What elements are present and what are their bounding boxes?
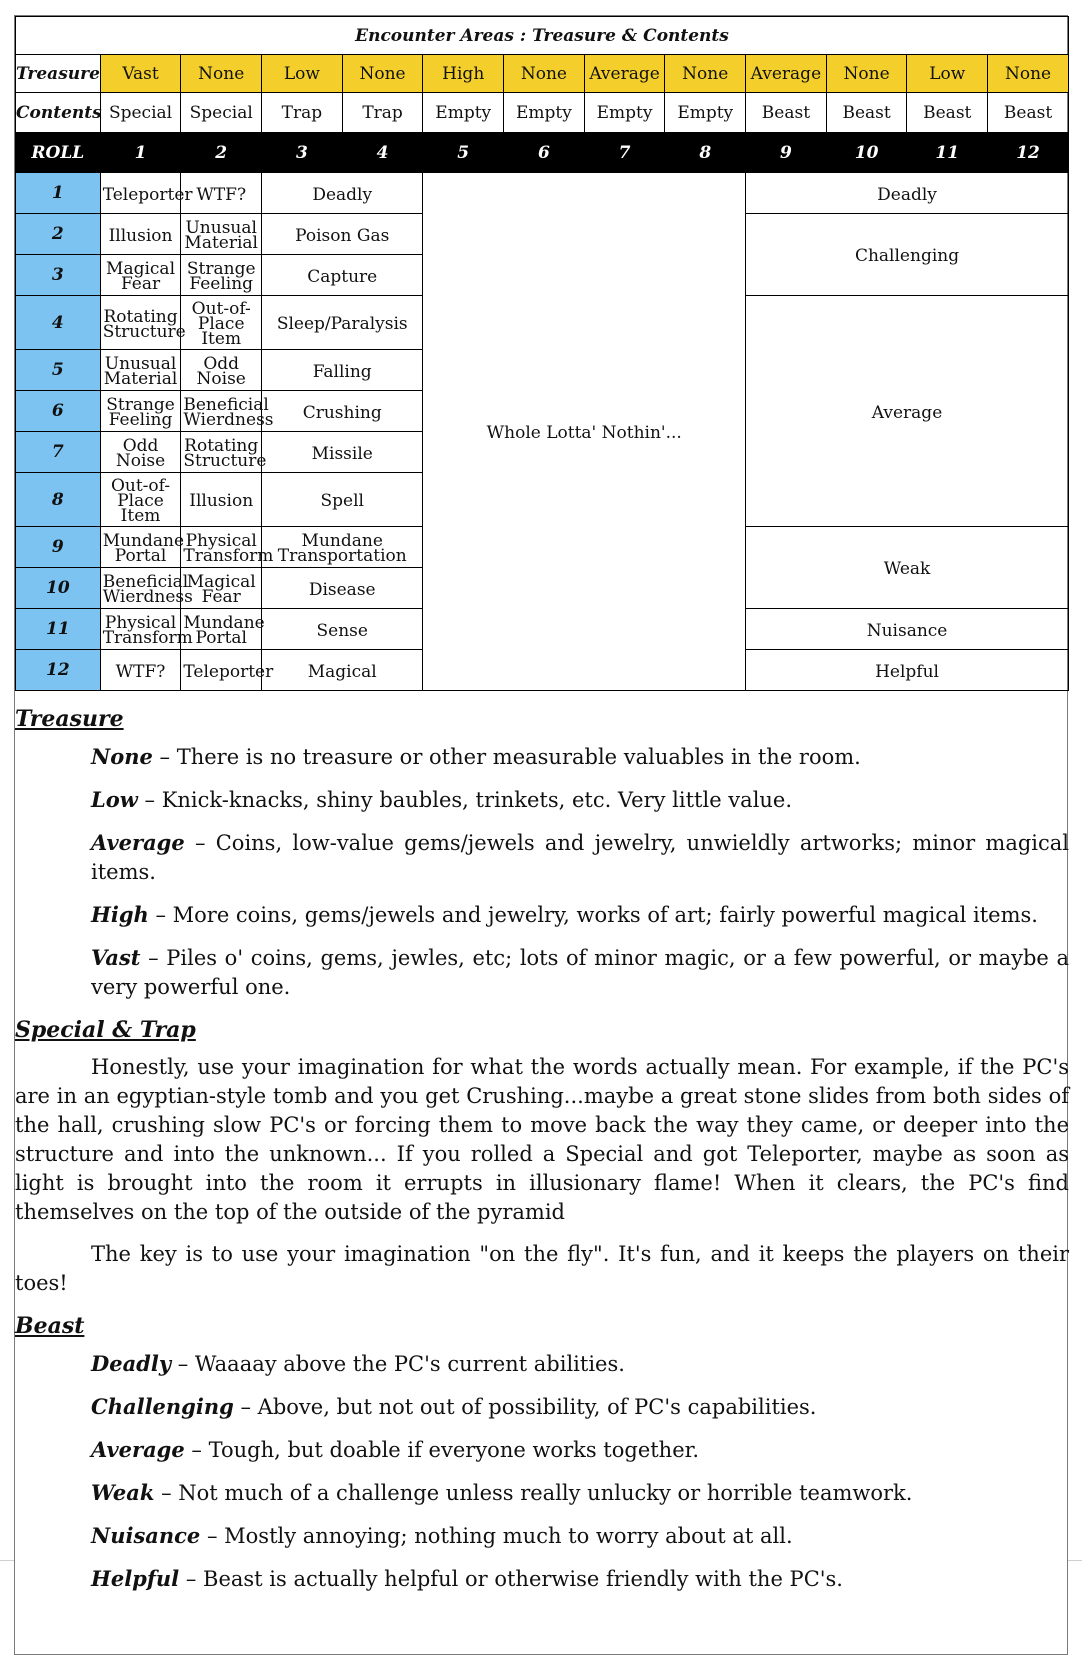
contents-cell: Empty (504, 93, 585, 133)
definition-term: Deadly (91, 1351, 172, 1376)
beast-definition (15, 1392, 1069, 1422)
treasure-cell: None (504, 55, 585, 93)
roll-column-number: 7 (584, 133, 665, 173)
beast-entry: Deadly (746, 173, 1069, 214)
treasure-heading: Treasure (15, 706, 124, 732)
contents-cell: Empty (584, 93, 665, 133)
special-trap-paragraph: Honestly, use your imagination for what the words actually mean. For example, if the PC's are in an egyptian-style tomb and you get Crushing...maybe a great stone slides from both sides of the hall, crushing slow PC's or forcing them to move back the way they came, or deeper into the structure and into the unknown... If you rolled a Special and got Teleporter, maybe as soon as light is brought into the room it errupts in illusionary flame! When it clears, the PC's find themselves on the top of the outside of the pyramid (15, 1055, 1069, 1224)
definition-text: – Not much of a challenge unless really unlucky or horrible teamwork. (154, 1481, 913, 1505)
treasure-cell: Average (584, 55, 665, 93)
document-page (14, 15, 1068, 1655)
definition-term: Average (91, 1437, 185, 1462)
roll-number: 6 (16, 391, 101, 432)
special-trap-paragraph: The key is to use your imagination "on the fly". It's fun, and it keeps the players on their toes! (15, 1242, 1069, 1295)
roll-column-number: 2 (181, 133, 262, 173)
definition-term: Average (91, 830, 185, 855)
beast-definition (15, 1478, 1069, 1508)
special-entry: Out-of-Place Item (100, 473, 181, 527)
treasure-definition (15, 742, 1069, 772)
trap-entry: Sense (262, 609, 423, 650)
trap-entry: Crushing (262, 391, 423, 432)
definition-term: Vast (91, 945, 141, 970)
roll-column-number: 6 (504, 133, 585, 173)
treasure-cell: Low (262, 55, 343, 93)
treasure-cell: Low (907, 55, 988, 93)
trap-entry: Mundane Transportation (262, 527, 423, 568)
trap-entry: Poison Gas (262, 214, 423, 255)
definition-text: – Piles o' coins, gems, jewles, etc; lots of minor magic, or a few powerful, or maybe a very powerful one. (91, 946, 1069, 999)
definition-term: Weak (91, 1480, 155, 1505)
contents-cell: Special (181, 93, 262, 133)
beast-entry: Weak (746, 527, 1069, 609)
special-entry: Physical Transform (100, 609, 181, 650)
roll-number: 4 (16, 296, 101, 350)
beast-heading: Beast (15, 1313, 85, 1339)
roll-header-label: ROLL (16, 133, 101, 173)
special-entry: Magical Fear (100, 255, 181, 296)
roll-column-number: 8 (665, 133, 746, 173)
definition-term: Challenging (91, 1394, 234, 1419)
roll-column-number: 12 (988, 133, 1069, 173)
special-entry: Out-of-Place Item (181, 296, 262, 350)
definition-text: – There is no treasure or other measurable valuables in the room. (152, 745, 861, 769)
treasure-definition (15, 943, 1069, 1002)
beast-entry: Nuisance (746, 609, 1069, 650)
beast-definition (15, 1435, 1069, 1465)
treasure-cell: None (342, 55, 423, 93)
special-entry: Teleporter (181, 650, 262, 691)
roll-number: 5 (16, 350, 101, 391)
trap-entry: Falling (262, 350, 423, 391)
special-entry: Illusion (100, 214, 181, 255)
contents-cell: Trap (342, 93, 423, 133)
special-entry: Odd Noise (100, 432, 181, 473)
treasure-cell: Average (746, 55, 827, 93)
definition-text: – Beast is actually helpful or otherwise friendly with the PC's. (179, 1567, 843, 1591)
roll-column-number: 3 (262, 133, 343, 173)
treasure-cell: None (826, 55, 907, 93)
special-entry: Mundane Portal (181, 609, 262, 650)
roll-number: 11 (16, 609, 101, 650)
treasure-cell: Vast (100, 55, 181, 93)
encounter-table (15, 16, 1069, 691)
contents-cell: Empty (423, 93, 504, 133)
treasure-definition (15, 828, 1069, 887)
trap-entry: Capture (262, 255, 423, 296)
beast-definition (15, 1349, 1069, 1379)
definition-term: None (91, 744, 153, 769)
contents-row-label: Contents (16, 93, 101, 133)
treasure-row-label: Treasure (16, 55, 101, 93)
contents-cell: Beast (988, 93, 1069, 133)
special-entry: Beneficial Wierdness (181, 391, 262, 432)
contents-cell: Special (100, 93, 181, 133)
treasure-cell: High (423, 55, 504, 93)
treasure-definition (15, 900, 1069, 930)
trap-entry: Spell (262, 473, 423, 527)
contents-cell: Beast (746, 93, 827, 133)
roll-column-number: 9 (746, 133, 827, 173)
definition-text: – Waaaay above the PC's current abilities. (171, 1352, 625, 1376)
definition-text: – Tough, but doable if everyone works together. (184, 1438, 700, 1462)
definition-text: – Knick-knacks, shiny baubles, trinkets, etc. Very little value. (137, 788, 793, 812)
special-entry: Magical Fear (181, 568, 262, 609)
definition-text: – Above, but not out of possibility, of PC's capabilities. (233, 1395, 817, 1419)
beast-entry: Challenging (746, 214, 1069, 296)
roll-column-number: 10 (826, 133, 907, 173)
definition-term: Helpful (91, 1566, 180, 1591)
roll-column-number: 5 (423, 133, 504, 173)
trap-entry: Missile (262, 432, 423, 473)
roll-column-number: 4 (342, 133, 423, 173)
beast-definition (15, 1521, 1069, 1551)
treasure-cell: None (181, 55, 262, 93)
empty-entry: Whole Lotta' Nothin'... (423, 173, 746, 691)
contents-cell: Empty (665, 93, 746, 133)
special-entry: Strange Feeling (181, 255, 262, 296)
roll-number: 2 (16, 214, 101, 255)
roll-number: 7 (16, 432, 101, 473)
special-entry: Beneficial Wierdness (100, 568, 181, 609)
special-entry: Teleporter (100, 173, 181, 214)
roll-number: 8 (16, 473, 101, 527)
roll-column-number: 1 (100, 133, 181, 173)
treasure-cell: None (988, 55, 1069, 93)
special-entry: Illusion (181, 473, 262, 527)
definition-text: – Coins, low-value gems/jewels and jewelry, unwieldly artworks; minor magical items. (91, 831, 1069, 884)
roll-number: 3 (16, 255, 101, 296)
special-entry: Unusual Material (100, 350, 181, 391)
definition-term: Low (91, 787, 138, 812)
definition-text: – Mostly annoying; nothing much to worry about at all. (200, 1524, 793, 1548)
trap-entry: Disease (262, 568, 423, 609)
roll-number: 9 (16, 527, 101, 568)
roll-number: 10 (16, 568, 101, 609)
trap-entry: Magical (262, 650, 423, 691)
notes-section (15, 704, 1069, 1607)
roll-number: 12 (16, 650, 101, 691)
trap-entry: Sleep/Paralysis (262, 296, 423, 350)
special-trap-heading: Special & Trap (15, 1017, 196, 1043)
special-entry: Rotating Structure (181, 432, 262, 473)
special-entry: WTF? (181, 173, 262, 214)
beast-entry: Average (746, 296, 1069, 527)
contents-cell: Beast (907, 93, 988, 133)
roll-column-number: 11 (907, 133, 988, 173)
special-entry: Rotating Structure (100, 296, 181, 350)
beast-entry: Helpful (746, 650, 1069, 691)
beast-definition (15, 1564, 1069, 1594)
treasure-definition (15, 785, 1069, 815)
special-entry: Unusual Material (181, 214, 262, 255)
table-title: Encounter Areas : Treasure & Contents (16, 17, 1069, 55)
contents-cell: Trap (262, 93, 343, 133)
definition-term: High (91, 902, 149, 927)
roll-number: 1 (16, 173, 101, 214)
definition-term: Nuisance (91, 1523, 201, 1548)
treasure-cell: None (665, 55, 746, 93)
special-entry: Odd Noise (181, 350, 262, 391)
trap-entry: Deadly (262, 173, 423, 214)
special-entry: Physical Transform (181, 527, 262, 568)
definition-text: – More coins, gems/jewels and jewelry, works of art; fairly powerful magical items. (148, 903, 1038, 927)
special-entry: Mundane Portal (100, 527, 181, 568)
contents-cell: Beast (826, 93, 907, 133)
special-entry: Strange Feeling (100, 391, 181, 432)
special-entry: WTF? (100, 650, 181, 691)
